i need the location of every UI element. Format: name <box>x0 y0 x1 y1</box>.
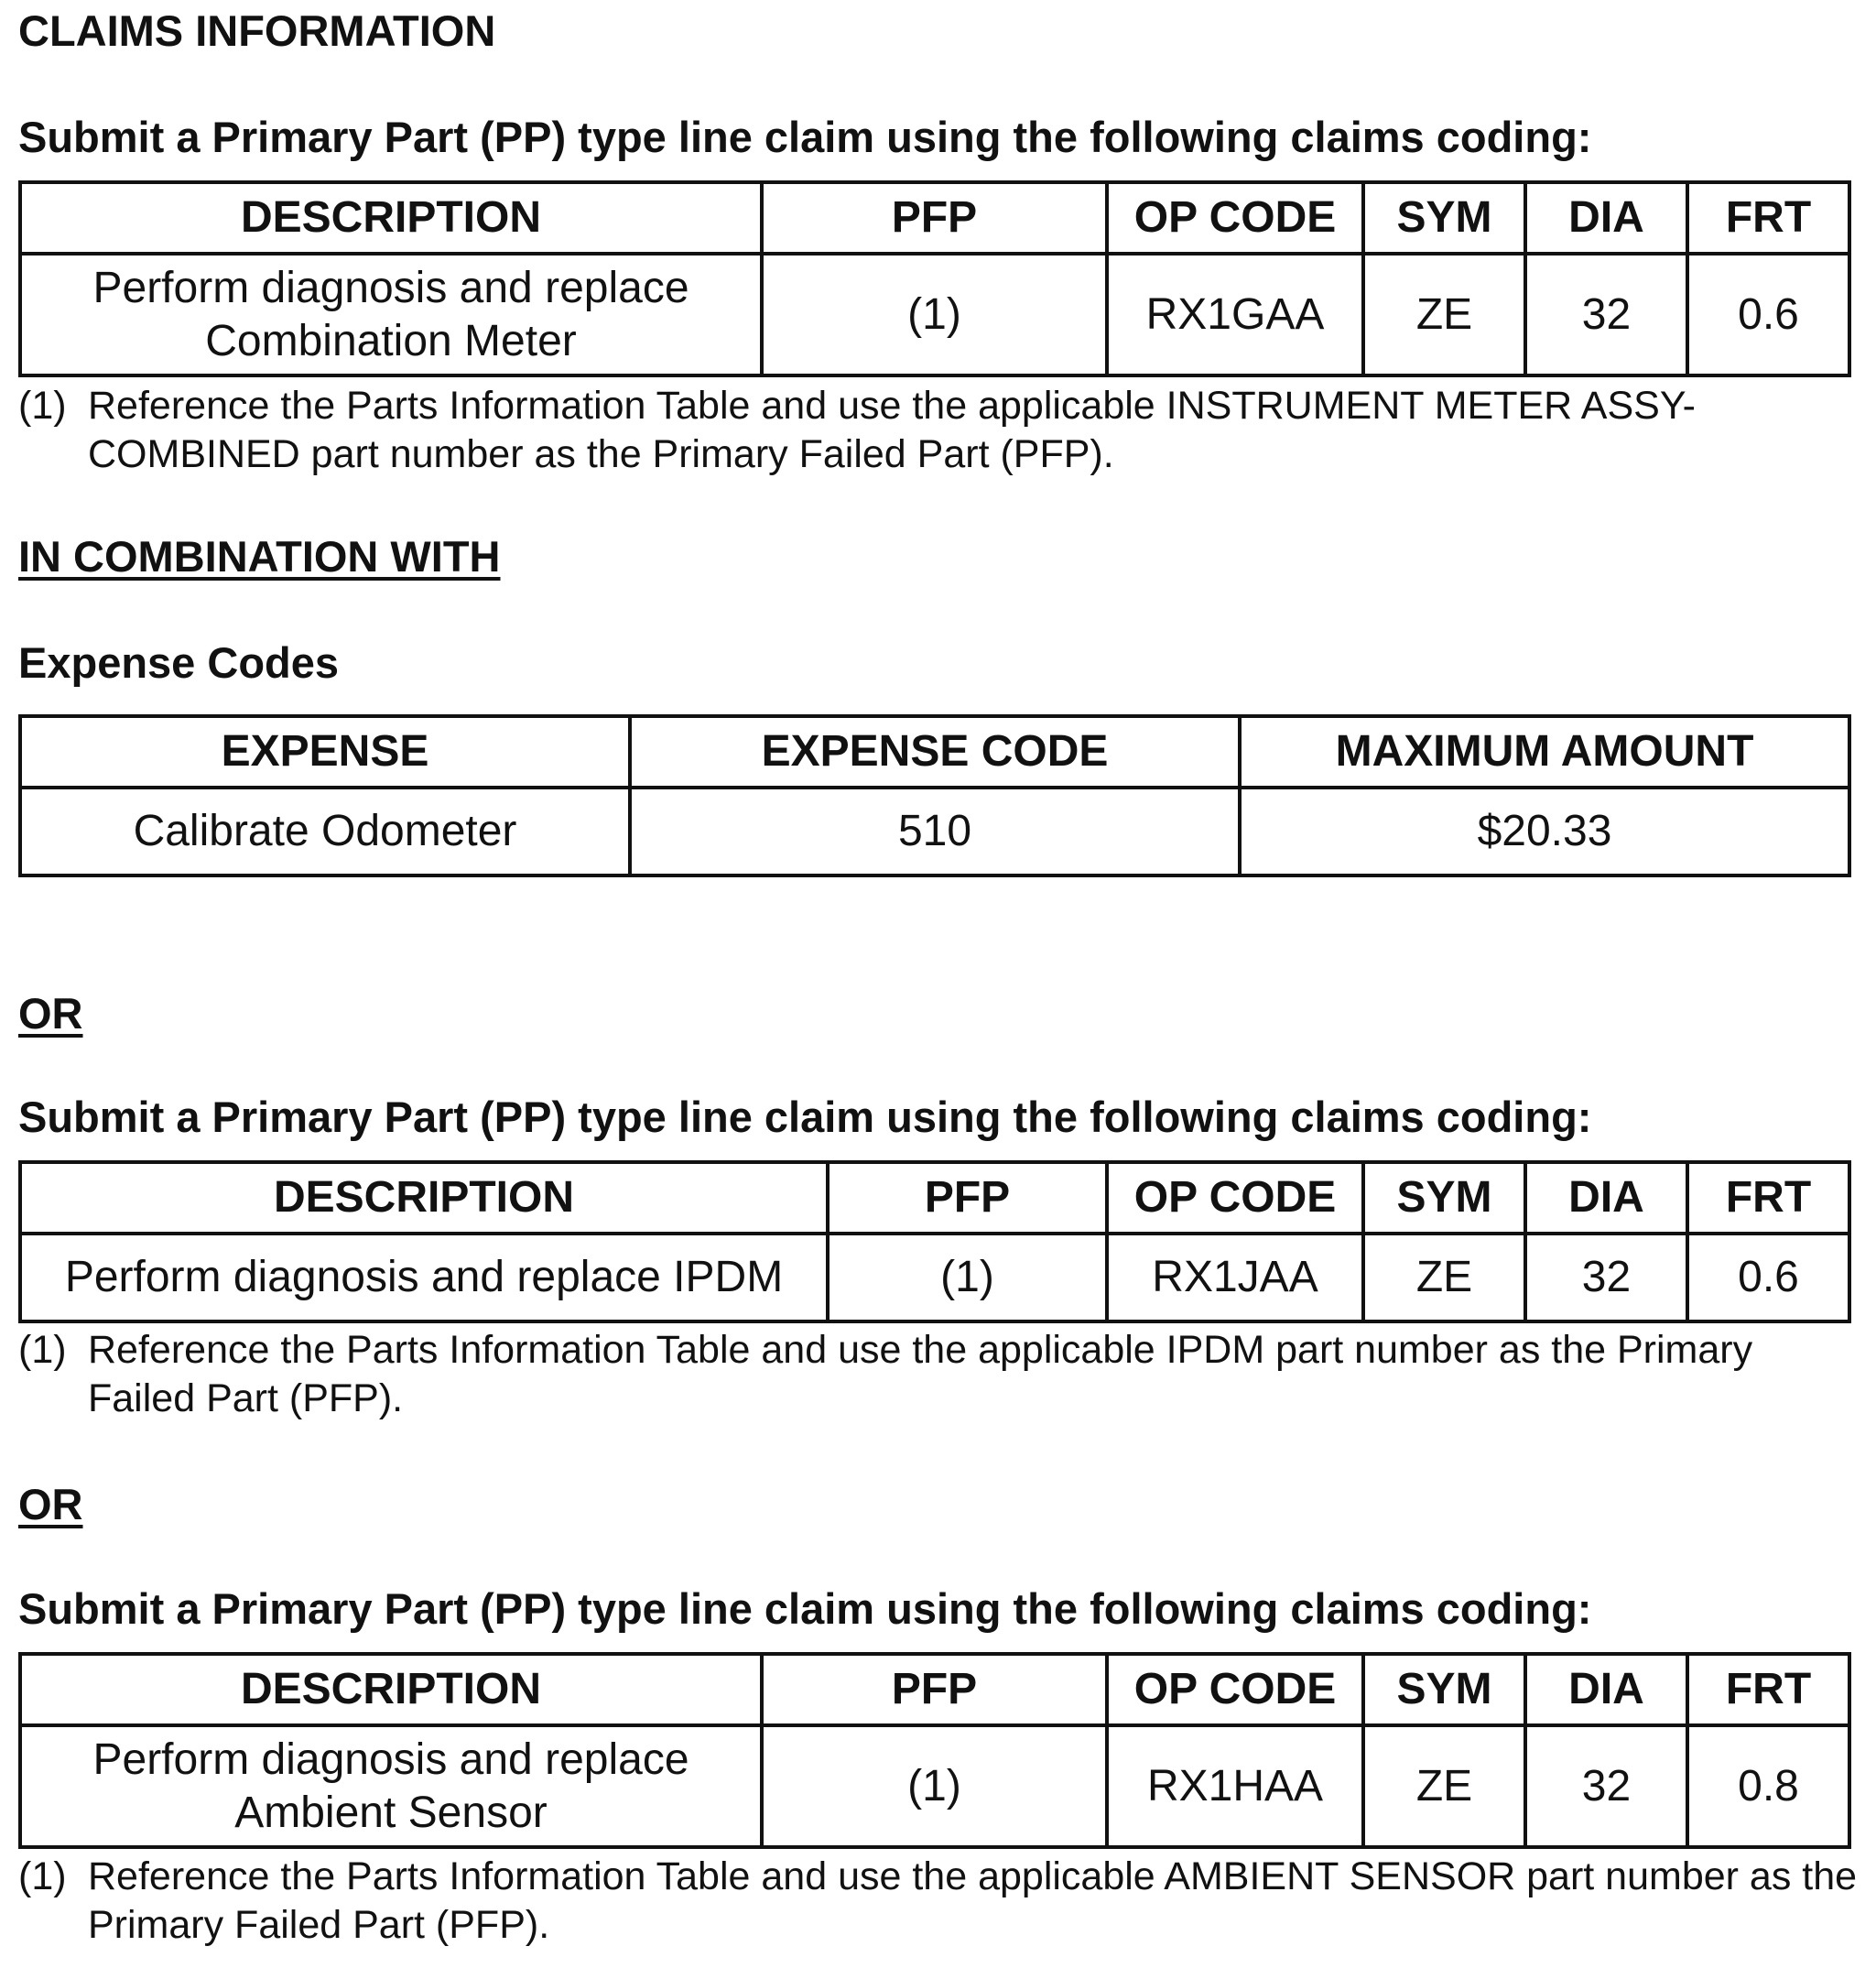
col-header-op-code: OP CODE <box>1107 1654 1363 1725</box>
footnote-3 <box>18 1853 1859 1950</box>
claim-intro-3: Submit a Primary Part (PP) type line claim using the following claims coding: <box>18 1584 1592 1633</box>
or-divider-1: OR <box>18 989 83 1038</box>
footnote-text: Reference the Parts Information Table and use the applicable INSTRUMENT METER ASSY-COMBINED part number as the Primary Failed Part (PFP). <box>88 384 1696 476</box>
table-row <box>20 254 1849 375</box>
footnote-2 <box>18 1326 1859 1423</box>
cell-dia: 32 <box>1525 1234 1687 1321</box>
table-header-row <box>20 1654 1849 1725</box>
col-header-op-code: OP CODE <box>1107 1162 1363 1234</box>
col-header-pfp: PFP <box>762 182 1107 254</box>
cell-dia: 32 <box>1525 1725 1687 1847</box>
col-header-description: DESCRIPTION <box>20 182 762 254</box>
col-header-sym: SYM <box>1363 182 1525 254</box>
col-header-frt: FRT <box>1687 1162 1849 1234</box>
cell-dia: 32 <box>1525 254 1687 375</box>
claim-intro-2: Submit a Primary Part (PP) type line claim using the following claims coding: <box>18 1093 1592 1141</box>
cell-op-code: RX1HAA <box>1107 1725 1363 1847</box>
cell-description: Perform diagnosis and replace Ambient Sensor <box>20 1725 762 1847</box>
col-header-dia: DIA <box>1525 1162 1687 1234</box>
footnote-number: (1) <box>18 384 67 428</box>
cell-sym: ZE <box>1363 1234 1525 1321</box>
table-header-row <box>20 716 1849 788</box>
claims-table-1 <box>18 180 1851 377</box>
col-header-dia: DIA <box>1525 182 1687 254</box>
expense-table <box>18 714 1851 877</box>
table-row <box>20 788 1849 875</box>
cell-frt: 0.8 <box>1687 1725 1849 1847</box>
table-header-row <box>20 182 1849 254</box>
cell-frt: 0.6 <box>1687 1234 1849 1321</box>
cell-expense-code: 510 <box>630 788 1240 875</box>
cell-op-code: RX1GAA <box>1107 254 1363 375</box>
claim-intro-1: Submit a Primary Part (PP) type line claim using the following claims coding: <box>18 113 1592 161</box>
col-header-sym: SYM <box>1363 1162 1525 1234</box>
footnote-text: Reference the Parts Information Table and use the applicable AMBIENT SENSOR part number as the Primary Failed Part (PFP). <box>88 1854 1858 1947</box>
claims-table-3 <box>18 1652 1851 1849</box>
cell-description: Perform diagnosis and replace IPDM <box>20 1234 828 1321</box>
cell-frt: 0.6 <box>1687 254 1849 375</box>
cell-sym: ZE <box>1363 254 1525 375</box>
col-header-pfp: PFP <box>828 1162 1107 1234</box>
cell-description: Perform diagnosis and replace Combination Meter <box>20 254 762 375</box>
col-header-description: DESCRIPTION <box>20 1162 828 1234</box>
col-header-sym: SYM <box>1363 1654 1525 1725</box>
or-divider-2: OR <box>18 1480 83 1528</box>
table-header-row <box>20 1162 1849 1234</box>
expense-codes-title: Expense Codes <box>18 638 340 687</box>
col-header-maximum-amount: MAXIMUM AMOUNT <box>1240 716 1849 788</box>
table-row <box>20 1725 1849 1847</box>
footnote-text: Reference the Parts Information Table and use the applicable IPDM part number as the Primary Failed Part (PFP). <box>88 1328 1753 1420</box>
col-header-dia: DIA <box>1525 1654 1687 1725</box>
footnote-1 <box>18 382 1859 479</box>
col-header-expense: EXPENSE <box>20 716 630 788</box>
cell-pfp: (1) <box>762 1725 1107 1847</box>
cell-op-code: RX1JAA <box>1107 1234 1363 1321</box>
col-header-frt: FRT <box>1687 1654 1849 1725</box>
page-title: CLAIMS INFORMATION <box>18 6 496 55</box>
footnote-number: (1) <box>18 1328 67 1372</box>
cell-pfp: (1) <box>762 254 1107 375</box>
table-row <box>20 1234 1849 1321</box>
cell-expense: Calibrate Odometer <box>20 788 630 875</box>
cell-sym: ZE <box>1363 1725 1525 1847</box>
cell-maximum-amount: $20.33 <box>1240 788 1849 875</box>
col-header-frt: FRT <box>1687 182 1849 254</box>
footnote-number: (1) <box>18 1854 67 1898</box>
claims-table-2 <box>18 1160 1851 1323</box>
col-header-pfp: PFP <box>762 1654 1107 1725</box>
col-header-expense-code: EXPENSE CODE <box>630 716 1240 788</box>
cell-pfp: (1) <box>828 1234 1107 1321</box>
col-header-description: DESCRIPTION <box>20 1654 762 1725</box>
in-combination-heading: IN COMBINATION WITH <box>18 532 501 581</box>
col-header-op-code: OP CODE <box>1107 182 1363 254</box>
